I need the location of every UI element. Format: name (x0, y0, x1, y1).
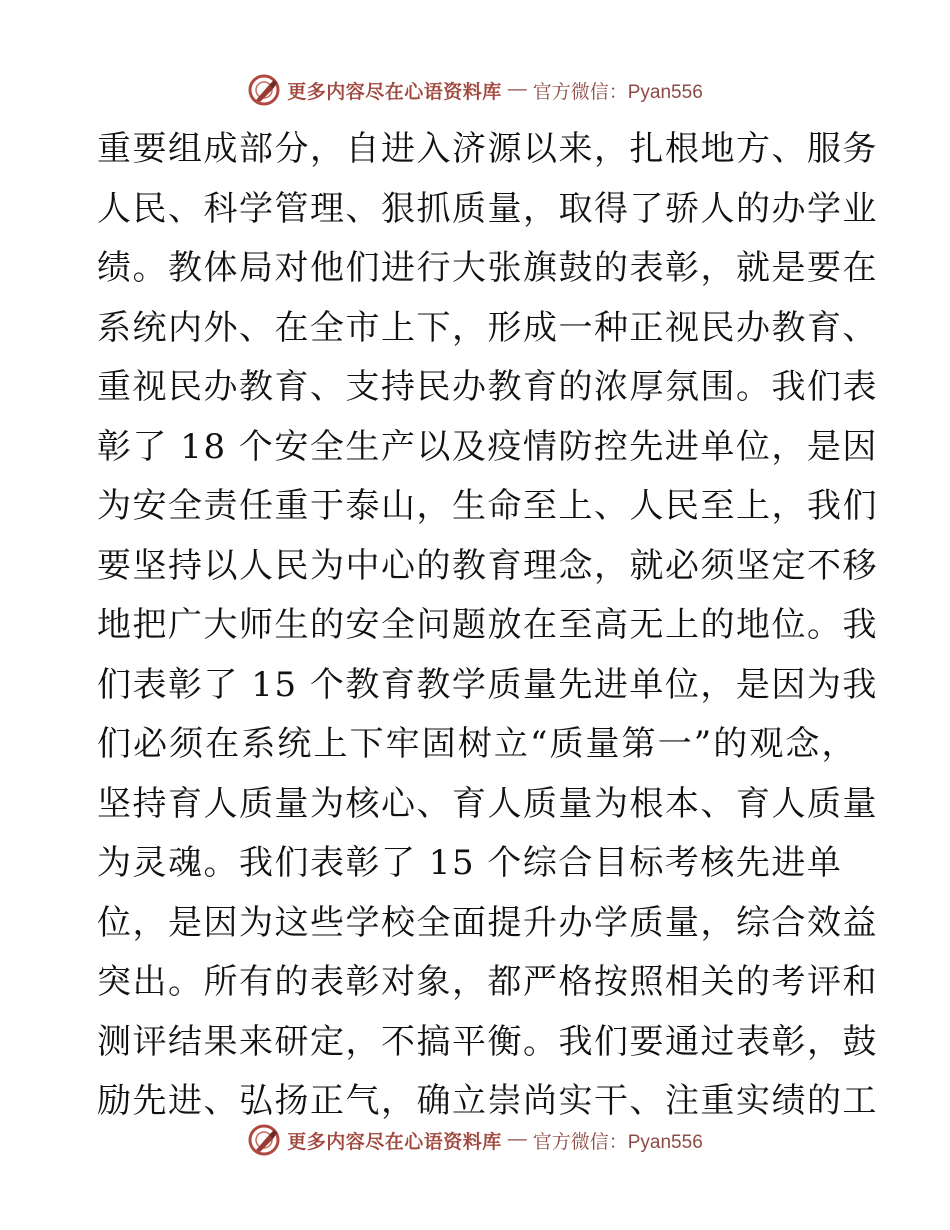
body-line: 重要组成部分，自进入济源以来，扎根地方、服务 (97, 129, 878, 169)
header-site-text: 更多内容尽在心语资料库 (287, 80, 502, 103)
header-banner (0, 70, 950, 110)
body-line: 人民、科学管理、狠抓质量，取得了骄人的办学业 (97, 188, 878, 229)
footer-wechat-text: 官方微信：Pyan556 (532, 1131, 703, 1153)
footer-site-text: 更多内容尽在心语资料库 (287, 1130, 502, 1153)
body-line: 彰了 18 个安全生产以及疫情防控先进单位，是因 (97, 426, 878, 467)
pen-nib-circle-icon (247, 73, 281, 107)
body-line: 坚持育人质量为核心、育人质量为根本、育人质量 (97, 783, 878, 824)
body-line: 系统内外、在全市上下，形成一种正视民办教育、 (97, 307, 878, 348)
header-wechat-text: 官方微信：Pyan556 (532, 81, 703, 103)
footer-separator: — (507, 1129, 527, 1150)
body-line: 重视民办教育、支持民办教育的浓厚氛围。我们表 (97, 367, 878, 407)
footer-banner (0, 1120, 950, 1160)
body-line: 们必须在系统上下牢固树立“质量第一”的观念， (97, 724, 857, 764)
header-separator: — (507, 79, 527, 100)
body-line: 位，是因为这些学校全面提升办学质量，综合效益 (97, 902, 878, 943)
pen-nib-circle-icon (247, 1123, 281, 1157)
document-body (97, 120, 878, 1132)
body-line: 为灵魂。我们表彰了 15 个综合目标考核先进单 (97, 843, 843, 883)
body-line: 测评结果来研定，不搞平衡。我们要通过表彰，鼓 (97, 1021, 878, 1062)
body-line: 绩。教体局对他们进行大张旗鼓的表彰，就是要在 (97, 248, 878, 288)
body-line: 地把广大师生的安全问题放在至高无上的地位。我 (97, 605, 878, 645)
body-line: 们表彰了 15 个教育教学质量先进单位，是因为我 (97, 664, 878, 705)
body-line: 要坚持以人民为中心的教育理念，就必须坚定不移 (97, 545, 878, 586)
body-line: 突出。所有的表彰对象，都严格按照相关的考评和 (97, 962, 878, 1002)
body-line: 为安全责任重于泰山，生命至上、人民至上，我们 (97, 486, 878, 526)
body-line: 励先进、弘扬正气，确立崇尚实干、注重实绩的工 (97, 1081, 878, 1121)
